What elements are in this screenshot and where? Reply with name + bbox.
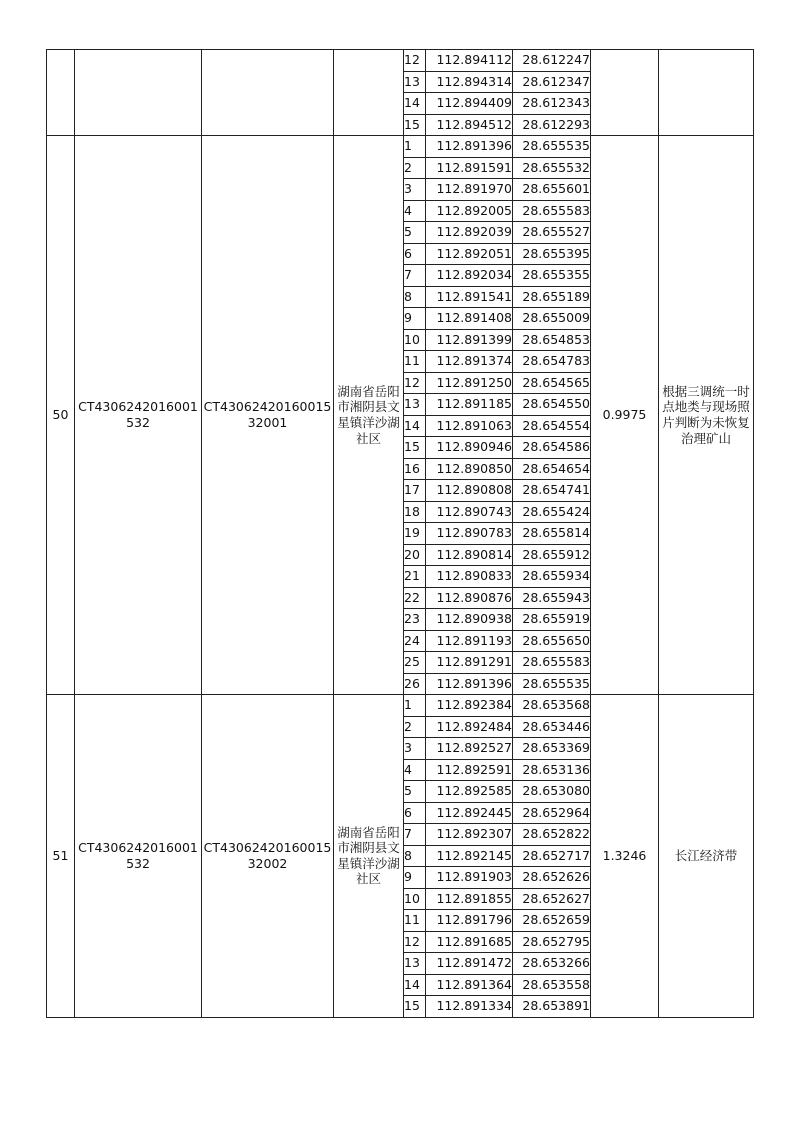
- longitude-cell: 112.891685: [426, 931, 513, 953]
- longitude-cell: 112.892384: [426, 695, 513, 717]
- longitude-cell: 112.890938: [426, 609, 513, 631]
- point-number-cell: 15: [404, 996, 426, 1018]
- latitude-cell: 28.655532: [513, 157, 591, 179]
- latitude-cell: 28.652822: [513, 824, 591, 846]
- latitude-cell: 28.654550: [513, 394, 591, 416]
- longitude-cell: 112.891970: [426, 179, 513, 201]
- latitude-cell: 28.654654: [513, 458, 591, 480]
- point-number-cell: 17: [404, 480, 426, 502]
- point-number-cell: 7: [404, 265, 426, 287]
- patch-code-cell: CT4306242016001532002: [202, 695, 334, 1018]
- latitude-cell: 28.655395: [513, 243, 591, 265]
- longitude-cell: 112.891396: [426, 673, 513, 695]
- longitude-cell: 112.891591: [426, 157, 513, 179]
- latitude-cell: 28.652964: [513, 802, 591, 824]
- plot-code-cell: [75, 50, 202, 136]
- latitude-cell: 28.612347: [513, 71, 591, 93]
- point-number-cell: 1: [404, 695, 426, 717]
- longitude-cell: 112.892051: [426, 243, 513, 265]
- longitude-cell: 112.891408: [426, 308, 513, 330]
- point-number-cell: 12: [404, 372, 426, 394]
- longitude-cell: 112.894512: [426, 114, 513, 136]
- longitude-cell: 112.891374: [426, 351, 513, 373]
- row-number-cell: 51: [47, 695, 75, 1018]
- point-number-cell: 9: [404, 867, 426, 889]
- longitude-cell: 112.894409: [426, 93, 513, 115]
- latitude-cell: 28.655650: [513, 630, 591, 652]
- longitude-cell: 112.891185: [426, 394, 513, 416]
- longitude-cell: 112.892591: [426, 759, 513, 781]
- location-cell: 湖南省岳阳市湘阴县文星镇洋沙湖社区: [334, 136, 404, 695]
- longitude-cell: 112.891364: [426, 974, 513, 996]
- point-number-cell: 8: [404, 845, 426, 867]
- point-number-cell: 4: [404, 759, 426, 781]
- latitude-cell: 28.654853: [513, 329, 591, 351]
- point-number-cell: 6: [404, 243, 426, 265]
- longitude-cell: 112.891396: [426, 136, 513, 158]
- longitude-cell: 112.890850: [426, 458, 513, 480]
- point-number-cell: 26: [404, 673, 426, 695]
- point-number-cell: 11: [404, 351, 426, 373]
- point-number-cell: 10: [404, 329, 426, 351]
- point-number-cell: 15: [404, 114, 426, 136]
- longitude-cell: 112.890814: [426, 544, 513, 566]
- point-number-cell: 12: [404, 931, 426, 953]
- point-number-cell: 23: [404, 609, 426, 631]
- latitude-cell: 28.653369: [513, 738, 591, 760]
- longitude-cell: 112.891250: [426, 372, 513, 394]
- latitude-cell: 28.653136: [513, 759, 591, 781]
- longitude-cell: 112.892005: [426, 200, 513, 222]
- latitude-cell: 28.653558: [513, 974, 591, 996]
- latitude-cell: 28.652626: [513, 867, 591, 889]
- latitude-cell: 28.654741: [513, 480, 591, 502]
- latitude-cell: 28.612343: [513, 93, 591, 115]
- point-number-cell: 22: [404, 587, 426, 609]
- point-number-cell: 6: [404, 802, 426, 824]
- point-number-cell: 5: [404, 222, 426, 244]
- latitude-cell: 28.655535: [513, 136, 591, 158]
- latitude-cell: 28.652659: [513, 910, 591, 932]
- point-number-cell: 15: [404, 437, 426, 459]
- location-cell: 湖南省岳阳市湘阴县文星镇洋沙湖社区: [334, 695, 404, 1018]
- table-row: [47, 136, 754, 158]
- latitude-cell: 28.653568: [513, 695, 591, 717]
- longitude-cell: 112.892145: [426, 845, 513, 867]
- longitude-cell: 112.890743: [426, 501, 513, 523]
- point-number-cell: 1: [404, 136, 426, 158]
- area-cell: 0.9975: [591, 136, 659, 695]
- latitude-cell: 28.655527: [513, 222, 591, 244]
- latitude-cell: 28.612293: [513, 114, 591, 136]
- point-number-cell: 8: [404, 286, 426, 308]
- point-number-cell: 24: [404, 630, 426, 652]
- point-number-cell: 21: [404, 566, 426, 588]
- point-number-cell: 5: [404, 781, 426, 803]
- latitude-cell: 28.655934: [513, 566, 591, 588]
- table-body: [47, 50, 754, 1018]
- longitude-cell: 112.890783: [426, 523, 513, 545]
- latitude-cell: 28.654565: [513, 372, 591, 394]
- longitude-cell: 112.891903: [426, 867, 513, 889]
- point-number-cell: 16: [404, 458, 426, 480]
- point-number-cell: 3: [404, 738, 426, 760]
- latitude-cell: 28.654554: [513, 415, 591, 437]
- longitude-cell: 112.894112: [426, 50, 513, 72]
- point-number-cell: 10: [404, 888, 426, 910]
- coordinates-table: [46, 49, 754, 1018]
- note-cell: 根据三调统一时点地类与现场照片判断为未恢复治理矿山: [659, 136, 754, 695]
- point-number-cell: 12: [404, 50, 426, 72]
- row-number-cell: 50: [47, 136, 75, 695]
- longitude-cell: 112.892484: [426, 716, 513, 738]
- latitude-cell: 28.655912: [513, 544, 591, 566]
- latitude-cell: 28.653446: [513, 716, 591, 738]
- point-number-cell: 25: [404, 652, 426, 674]
- latitude-cell: 28.653080: [513, 781, 591, 803]
- longitude-cell: 112.890833: [426, 566, 513, 588]
- point-number-cell: 13: [404, 394, 426, 416]
- area-cell: [591, 50, 659, 136]
- latitude-cell: 28.655601: [513, 179, 591, 201]
- longitude-cell: 112.891291: [426, 652, 513, 674]
- latitude-cell: 28.655535: [513, 673, 591, 695]
- point-number-cell: 18: [404, 501, 426, 523]
- latitude-cell: 28.652717: [513, 845, 591, 867]
- longitude-cell: 112.891541: [426, 286, 513, 308]
- longitude-cell: 112.894314: [426, 71, 513, 93]
- longitude-cell: 112.892527: [426, 738, 513, 760]
- longitude-cell: 112.891399: [426, 329, 513, 351]
- latitude-cell: 28.655943: [513, 587, 591, 609]
- note-cell: [659, 50, 754, 136]
- longitude-cell: 112.892585: [426, 781, 513, 803]
- point-number-cell: 20: [404, 544, 426, 566]
- patch-code-cell: [202, 50, 334, 136]
- area-cell: 1.3246: [591, 695, 659, 1018]
- longitude-cell: 112.892307: [426, 824, 513, 846]
- longitude-cell: 112.892039: [426, 222, 513, 244]
- point-number-cell: 13: [404, 71, 426, 93]
- point-number-cell: 3: [404, 179, 426, 201]
- latitude-cell: 28.655583: [513, 200, 591, 222]
- note-cell: 长江经济带: [659, 695, 754, 1018]
- longitude-cell: 112.892445: [426, 802, 513, 824]
- point-number-cell: 2: [404, 716, 426, 738]
- longitude-cell: 112.891334: [426, 996, 513, 1018]
- latitude-cell: 28.655583: [513, 652, 591, 674]
- point-number-cell: 14: [404, 93, 426, 115]
- latitude-cell: 28.655814: [513, 523, 591, 545]
- longitude-cell: 112.892034: [426, 265, 513, 287]
- latitude-cell: 28.655424: [513, 501, 591, 523]
- latitude-cell: 28.655009: [513, 308, 591, 330]
- longitude-cell: 112.891193: [426, 630, 513, 652]
- patch-code-cell: CT4306242016001532001: [202, 136, 334, 695]
- longitude-cell: 112.891855: [426, 888, 513, 910]
- longitude-cell: 112.891796: [426, 910, 513, 932]
- latitude-cell: 28.652795: [513, 931, 591, 953]
- table-row: [47, 50, 754, 72]
- point-number-cell: 14: [404, 974, 426, 996]
- latitude-cell: 28.652627: [513, 888, 591, 910]
- point-number-cell: 13: [404, 953, 426, 975]
- point-number-cell: 2: [404, 157, 426, 179]
- point-number-cell: 14: [404, 415, 426, 437]
- longitude-cell: 112.891472: [426, 953, 513, 975]
- plot-code-cell: CT4306242016001532: [75, 136, 202, 695]
- longitude-cell: 112.890946: [426, 437, 513, 459]
- point-number-cell: 4: [404, 200, 426, 222]
- longitude-cell: 112.890876: [426, 587, 513, 609]
- latitude-cell: 28.654783: [513, 351, 591, 373]
- latitude-cell: 28.655919: [513, 609, 591, 631]
- point-number-cell: 19: [404, 523, 426, 545]
- latitude-cell: 28.612247: [513, 50, 591, 72]
- point-number-cell: 7: [404, 824, 426, 846]
- latitude-cell: 28.653266: [513, 953, 591, 975]
- longitude-cell: 112.890808: [426, 480, 513, 502]
- point-number-cell: 9: [404, 308, 426, 330]
- location-cell: [334, 50, 404, 136]
- row-number-cell: [47, 50, 75, 136]
- latitude-cell: 28.653891: [513, 996, 591, 1018]
- plot-code-cell: CT4306242016001532: [75, 695, 202, 1018]
- longitude-cell: 112.891063: [426, 415, 513, 437]
- table-row: [47, 695, 754, 717]
- point-number-cell: 11: [404, 910, 426, 932]
- latitude-cell: 28.655189: [513, 286, 591, 308]
- latitude-cell: 28.655355: [513, 265, 591, 287]
- latitude-cell: 28.654586: [513, 437, 591, 459]
